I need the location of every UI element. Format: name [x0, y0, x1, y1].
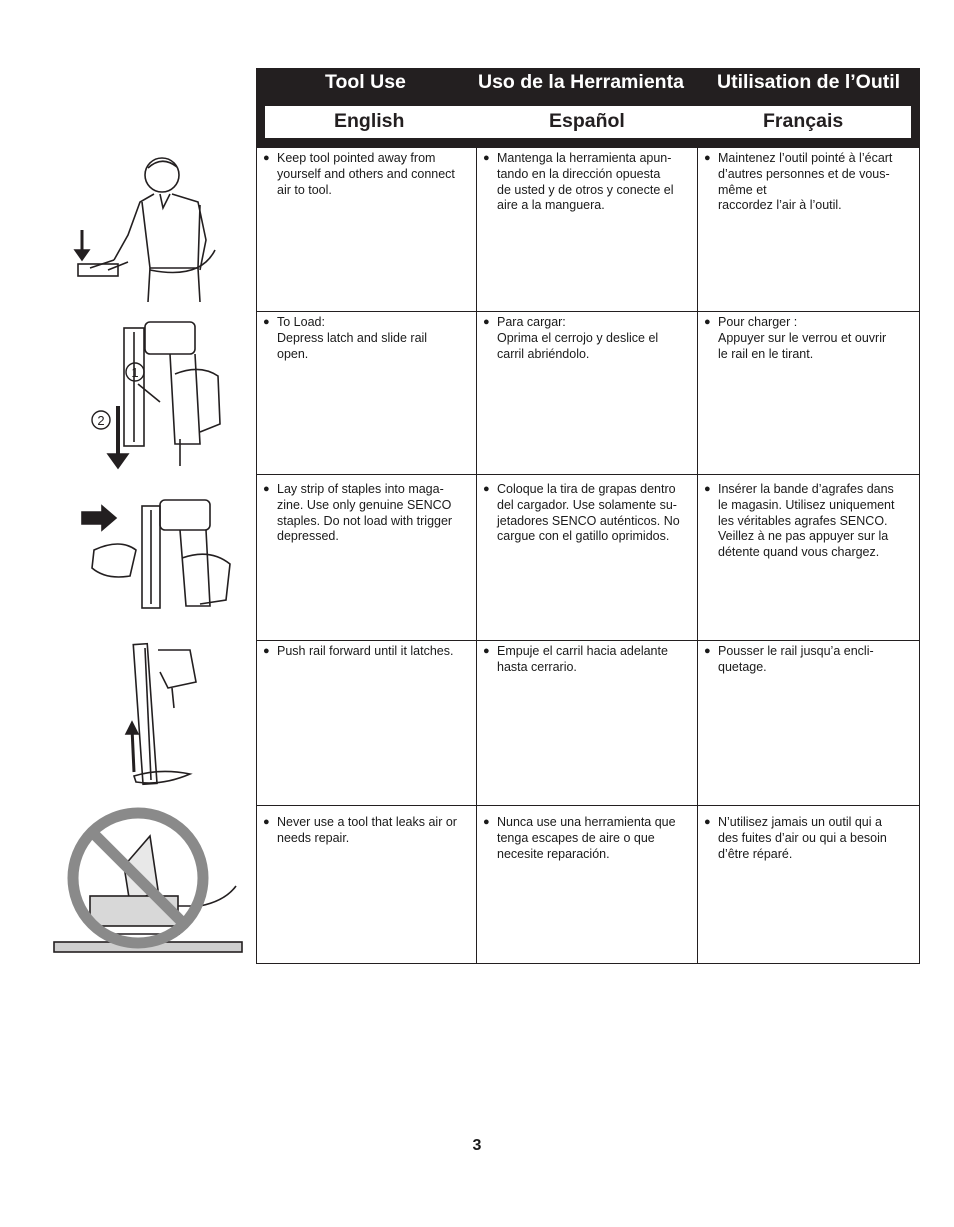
step-1-label: 1	[131, 365, 139, 380]
instruction-text: Never use a tool that leaks air or needs repair.	[277, 815, 457, 845]
instruction-text: Pousser le rail jusqu’a encli- quetage.	[718, 644, 874, 674]
lang-spanish: Español	[549, 110, 625, 132]
cell-spanish	[477, 475, 698, 640]
instruction-text: Insérer la bande d’agrafes dans le magasin. Utilisez uniquement les véritables agrafes SENCO. Veillez à ne pas appuyer sur la détente quand vous chargez.	[718, 482, 895, 560]
bullet-icon: ●	[704, 152, 711, 164]
cell-french	[698, 806, 920, 963]
cell-spanish	[477, 148, 698, 311]
cell-spanish	[477, 806, 698, 963]
illustration-point-tool-away	[50, 150, 250, 310]
cell-english	[256, 475, 477, 640]
table-row	[256, 475, 920, 641]
bullet-icon: ●	[263, 152, 270, 164]
cell-french	[698, 148, 920, 311]
bullet-icon: ●	[483, 645, 490, 657]
bullet-icon: ●	[704, 816, 711, 828]
table-row	[256, 641, 920, 806]
instruction-text: Maintenez l’outil pointé à l’écart d’autres personnes et de vous- même et raccordez l’air à l’outil.	[718, 151, 893, 213]
instruction-text: Mantenga la herramienta apun- tando en la dirección opuesta de usted y de otros y conecte el aire a la manguera.	[497, 151, 674, 213]
bullet-icon: ●	[483, 316, 490, 328]
table-header	[256, 68, 920, 148]
bullet-icon: ●	[483, 483, 490, 495]
table-row	[256, 312, 920, 475]
instruction-text: Push rail forward until it latches.	[277, 644, 454, 658]
cell-spanish	[477, 641, 698, 805]
bullet-icon: ●	[263, 645, 270, 657]
bullet-icon: ●	[704, 483, 711, 495]
language-bar	[265, 106, 911, 138]
cell-english	[256, 806, 477, 963]
instruction-text: To Load: Depress latch and slide rail open.	[277, 315, 428, 361]
instruction-text: Lay strip of staples into maga- zine. Use only genuine SENCO staples. Do not load with trigger depressed.	[277, 482, 453, 544]
bullet-icon: ●	[263, 816, 270, 828]
cell-spanish	[477, 312, 698, 474]
bullet-icon: ●	[263, 316, 270, 328]
bullet-icon: ●	[483, 152, 490, 164]
cell-english	[256, 641, 477, 805]
illustration-no-leaking-tool	[50, 806, 250, 962]
bullet-icon: ●	[483, 816, 490, 828]
instruction-text: Coloque la tira de grapas dentro del cargador. Use solamente su- jetadores SENCO auténticos. No cargue con el gatillo oprimidos.	[497, 482, 680, 544]
cell-french	[698, 312, 920, 474]
lang-english: English	[334, 110, 405, 132]
bullet-icon: ●	[704, 645, 711, 657]
instruction-text: Keep tool pointed away from yourself and others and connect air to tool.	[277, 151, 455, 197]
cell-french	[698, 475, 920, 640]
cell-english	[256, 148, 477, 311]
illustration-push-rail	[50, 642, 250, 802]
title-french: Utilisation de l’Outil	[717, 71, 901, 93]
page-number: 3	[472, 1137, 482, 1154]
title-spanish: Uso de la Herramienta	[478, 71, 684, 93]
bullet-icon: ●	[704, 316, 711, 328]
instruction-text: Pour charger : Appuyer sur le verrou et ouvrir le rail en le tirant.	[718, 315, 887, 361]
table-row	[256, 148, 920, 312]
bullet-icon: ●	[263, 483, 270, 495]
instruction-text: Para cargar: Oprima el cerrojo y deslice el carril abriéndolo.	[497, 315, 659, 361]
instruction-text: N’utilisez jamais un outil qui a des fuites d’air ou qui a besoin d’être réparé.	[718, 815, 887, 861]
step-2-label: 2	[97, 413, 105, 428]
illustration-insert-staples	[50, 480, 250, 638]
cell-french	[698, 641, 920, 805]
table-row	[256, 806, 920, 964]
lang-french: Français	[763, 110, 844, 132]
instruction-text: Nunca use una herramienta que tenga escapes de aire o que necesite reparación.	[497, 815, 676, 861]
instruction-text: Empuje el carril hacia adelante hasta cerrario.	[497, 644, 668, 674]
cell-english	[256, 312, 477, 474]
title-english: Tool Use	[325, 71, 406, 93]
illustration-load-latch	[50, 314, 250, 472]
